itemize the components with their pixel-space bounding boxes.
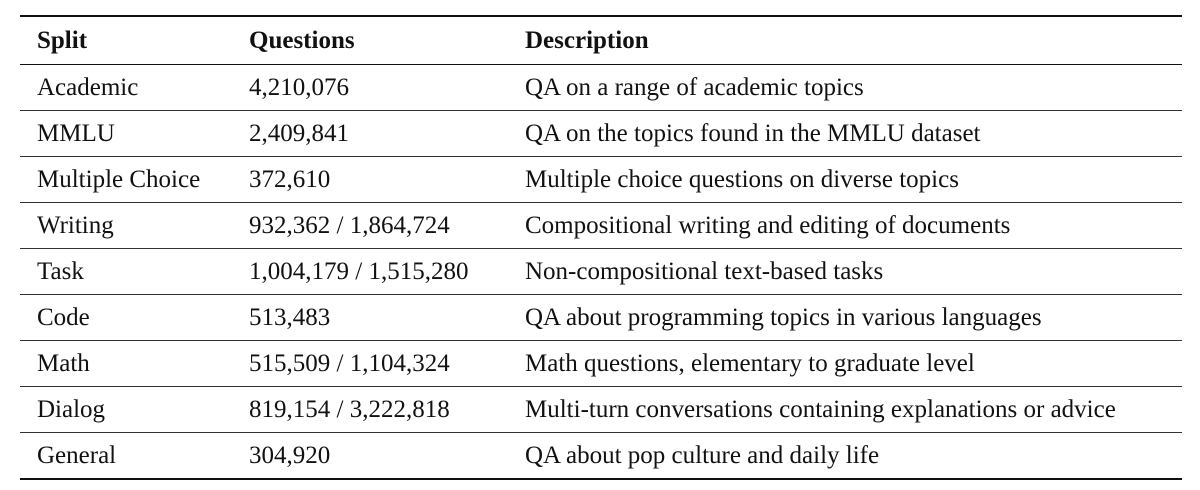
cell-questions: 4,210,076: [249, 73, 349, 101]
cell-questions: 515,509 / 1,104,324: [249, 349, 450, 377]
table-row: [20, 341, 1182, 387]
cell-split: Math: [37, 349, 90, 377]
cell-questions: 932,362 / 1,864,724: [249, 211, 450, 239]
cell-questions: 819,154 / 3,222,818: [249, 395, 450, 423]
cell-split: Code: [37, 303, 90, 331]
cell-split: Task: [37, 257, 84, 285]
cell-questions: 2,409,841: [249, 119, 349, 147]
dataset-splits-table: [20, 15, 1182, 480]
header-questions: Questions: [249, 26, 355, 54]
cell-questions: 372,610: [249, 165, 331, 193]
data-table-container: [20, 15, 1182, 480]
cell-description: Compositional writing and editing of documents: [525, 211, 1011, 239]
cell-split: MMLU: [37, 119, 115, 147]
cell-description: QA on a range of academic topics: [525, 73, 864, 101]
table-row: [20, 295, 1182, 341]
table-header: [20, 16, 1182, 65]
cell-description: Multiple choice questions on diverse topics: [525, 165, 959, 193]
cell-description: Non-compositional text-based tasks: [525, 257, 884, 285]
cell-split: General: [37, 441, 117, 469]
header-description: Description: [525, 26, 649, 54]
table-row: [20, 433, 1182, 480]
table-row: [20, 387, 1182, 433]
cell-split: Academic: [37, 73, 139, 101]
table-row: [20, 157, 1182, 203]
header-split: Split: [37, 26, 88, 54]
cell-description: Multi-turn conversations containing explanations or advice: [525, 395, 1116, 423]
cell-description: Math questions, elementary to graduate level: [525, 349, 975, 377]
header-row: [20, 16, 1182, 65]
cell-description: QA on the topics found in the MMLU dataset: [525, 119, 981, 147]
table-body: [20, 65, 1182, 480]
cell-split: Writing: [37, 211, 114, 239]
table-row: [20, 249, 1182, 295]
cell-description: QA about pop culture and daily life: [525, 441, 880, 469]
table-row: [20, 203, 1182, 249]
table-row: [20, 65, 1182, 111]
cell-questions: 1,004,179 / 1,515,280: [249, 257, 469, 285]
cell-split: Multiple Choice: [37, 165, 201, 193]
cell-questions: 513,483: [249, 303, 331, 331]
table-row: [20, 111, 1182, 157]
cell-split: Dialog: [37, 395, 106, 423]
cell-description: QA about programming topics in various languages: [525, 303, 1042, 331]
cell-questions: 304,920: [249, 441, 331, 469]
